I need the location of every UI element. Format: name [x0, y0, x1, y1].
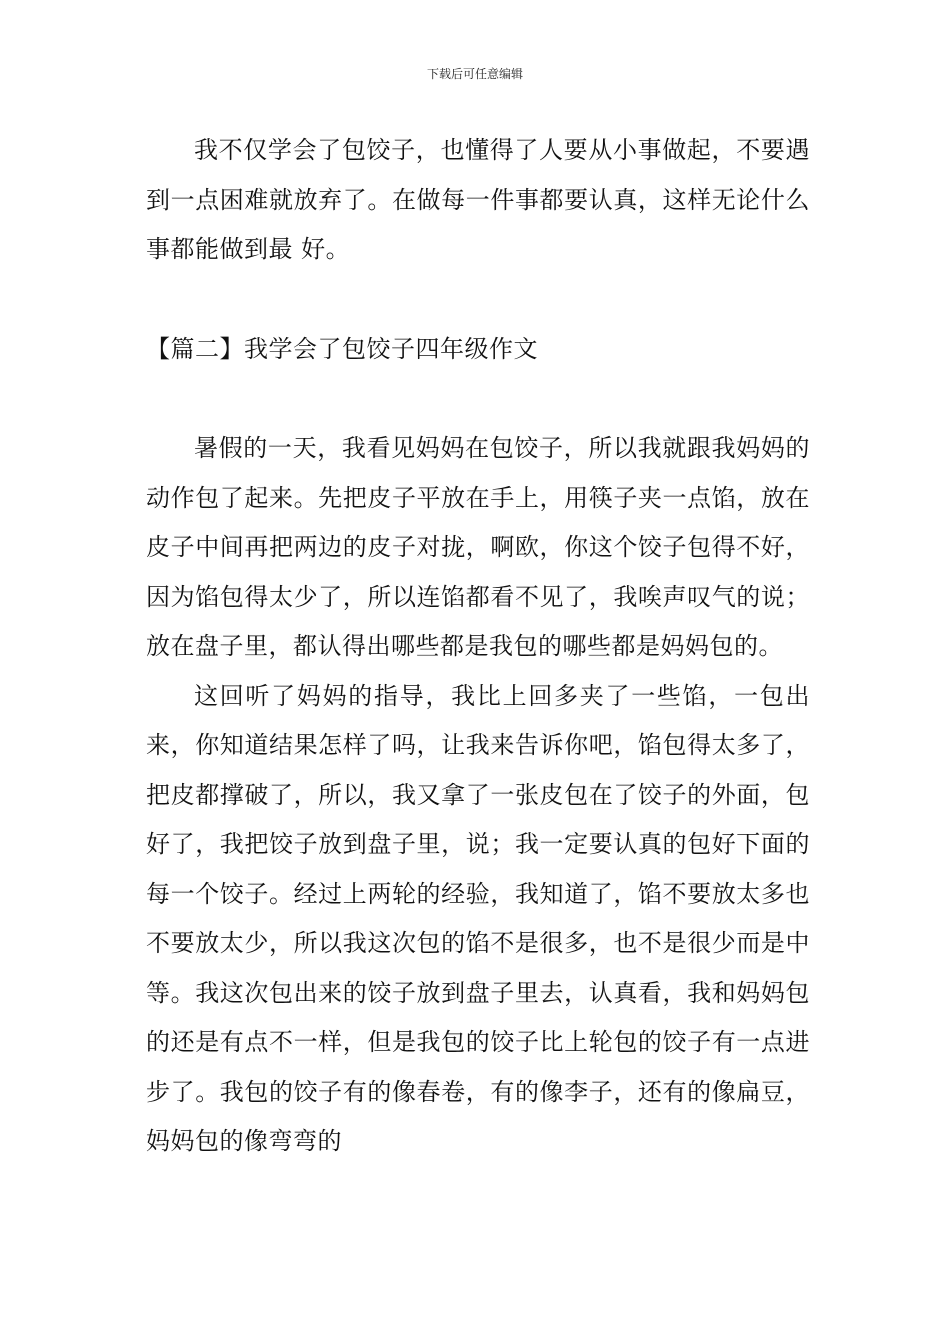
document-body [146, 126, 810, 1167]
paragraph-2: 暑假的一天，我看见妈妈在包饺子，所以我就跟我妈妈的动作包了起来。先把皮子平放在手上，用筷子夹一点馅，放在皮子中间再把两边的皮子对拢，啊欧，你这个饺子包得不好，因为馅包得太少了，所以连馅都看不见了，我唉声叹气的说；放在盘子里，都认得出哪些都是我包的哪些都是妈妈包的。 [146, 434, 810, 660]
paragraph-3: 这回听了妈妈的指导，我比上回多夹了一些馅，一包出来，你知道结果怎样了吗，让我来告诉你吧，馅包得太多了，把皮都撑破了，所以，我又拿了一张皮包在了饺子的外面，包好了，我把饺子放到盘子里，说；我一定要认真的包好下面的每一个饺子。经过上两轮的经验，我知道了，馅不要放太多也不要放太少，所以我这次包的馅不是很多，也不是很少而是中等。我这次包出来的饺子放到盘子里去，认真看，我和妈妈包的还是有点不一样，但是我包的饺子比上轮包的饺子有一点进步了。我包的饺子有的像春卷，有的像李子，还有的像扁豆，妈妈包的像弯弯的 [146, 681, 810, 1155]
spacer [146, 275, 810, 325]
page-header: 下载后可任意编辑 [426, 67, 523, 81]
spacer [146, 374, 810, 424]
section-title: 【篇二】我学会了包饺子四年级作文 [146, 334, 538, 363]
paragraph-1: 我不仅学会了包饺子，也懂得了人要从小事做起，不要遇到一点困难就放弃了。在做每一件事都要认真，这样无论什么事都能做到最 好。 [146, 136, 810, 263]
